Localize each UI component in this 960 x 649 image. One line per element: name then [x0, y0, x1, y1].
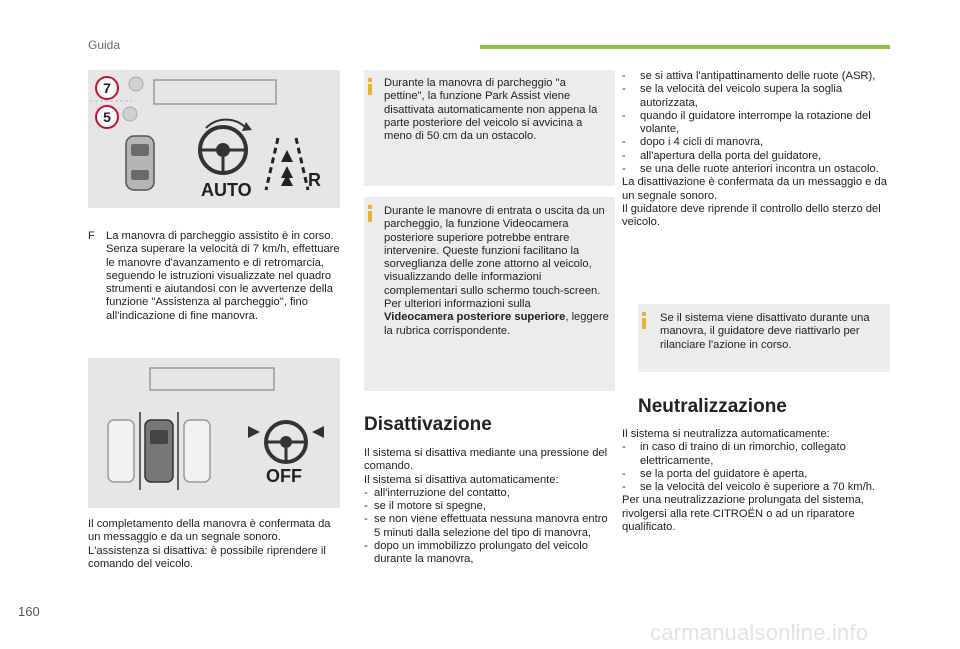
list-item: se il motore si spegne,	[374, 500, 486, 513]
section-title: Guida	[88, 38, 121, 52]
watermark: carmanualsonline.info	[650, 620, 869, 645]
step-text: La manovra di parcheggio assistito è in corso. Senza superare la velocità di 7 km/h, effettuare le manovre d'avanzamento e di retromarcia, seguendo le istruzioni visualizzate nel quadro strumenti e aiutandosi con le avvertenze della funzione "Assistenza al parcheggio", fino all'indicazione di fine manovra.	[106, 230, 340, 322]
callout-7-label: 7	[103, 80, 111, 96]
neutralizzazione-body: Il sistema si neutralizza automaticamente: - in caso di traino di un rimorchio, collegato elettricamente, - se la porta del guidatore è aperta, - se la velocità del veicolo è superiore a 70 km/h. Per una neutralizzazione prolungata del sistema, rivolgersi alla rete CITROËN o ad un riparatore qualificato.	[622, 428, 890, 534]
off-label: OFF	[266, 466, 302, 486]
list-item: all'apertura della porta del guidatore,	[640, 149, 822, 162]
parked-cars-icon	[108, 412, 210, 490]
list-item: quando il guidatore interrompe la rotazione del volante,	[640, 109, 871, 136]
info-box-camera	[364, 197, 615, 391]
info-icon	[368, 78, 372, 95]
heading-neutralizzazione: Neutralizzazione	[638, 396, 787, 417]
park-assist-auto-illustration	[88, 70, 340, 208]
info-box-reactivate	[638, 304, 890, 372]
confirm-text: La disattivazione è confermata da un messaggio e da un segnale sonoro.	[622, 176, 887, 202]
display-screen-icon	[154, 80, 276, 104]
info-box-pettine	[364, 70, 615, 186]
park-assist-off-illustration	[88, 358, 340, 508]
step-instruction	[88, 230, 340, 323]
info-icon	[642, 312, 646, 329]
steering-wheel-off-icon	[248, 422, 324, 462]
reverse-label: R	[308, 170, 321, 190]
info-icon	[368, 205, 372, 222]
info-camera-part-b: Per ulteriori informazioni sulla	[384, 298, 531, 311]
info-text-reactivate: Se il sistema viene disattivato durante una manovra, il guidatore deve riattivarlo per rilanciare l'azione in corso.	[660, 312, 870, 351]
list-item: dopo i 4 cicli di manovra,	[640, 136, 764, 149]
callout-5-label: 5	[103, 109, 111, 125]
car-top-view-icon	[126, 136, 154, 190]
display-screen-icon	[150, 368, 274, 390]
neutralizzazione-auto-intro: Il sistema si neutralizza automaticamente:	[622, 428, 830, 440]
completion-text: Il completamento della manovra è confermata da un messaggio e da un segnale sonoro. L'assistenza si disattiva: è possibile riprendere il comando del veicolo.	[88, 518, 331, 570]
figure-park-assist-off	[88, 358, 340, 508]
steering-wheel-icon	[200, 120, 252, 173]
info-camera-part-a: Durante le manovre di entrata o uscita da un parcheggio, la funzione Videocamera posteriore superiore potrebbe entrare intervenire. Queste funzioni facilitano la sorveglianza delle zone attorno al veicolo, visualizzando delle informazioni complementari sullo schermo touch-screen.	[384, 205, 605, 297]
disattivazione-continued: - se si attiva l'antipattinamento delle ruote (ASR), - se la velocità del veicolo supera la soglia autorizzata, - quando il guidatore interrompe la rotazione del volante, - dopo i 4 cicli di manovra, - all'apertura della porta del guidatore, - se una delle ruote anteriori incontra un ostacolo. La disattivazione è confermata da un messaggio e da un segnale sonoro. Il guidatore deve riprende il controllo dello sterzo del veicolo.	[622, 70, 890, 230]
info-text-pettine: Durante la manovra di parcheggio "a pettine", la funzione Park Assist viene disattivata automaticamente non appena la parte posteriore del veicolo si avvicina a meno di 50 cm da un ostacolo.	[384, 77, 598, 143]
section-accent-bar	[480, 45, 890, 49]
list-item: se la velocità del veicolo supera la soglia autorizzata,	[640, 83, 843, 109]
final-text: Per una neutralizzazione prolungata del sistema, rivolgersi alla rete CITROËN o ad un riparatore qualificato.	[622, 494, 864, 534]
disattivazione-intro: Il sistema si disattiva mediante una pressione del comando.	[364, 447, 608, 473]
list-item: dopo un immobilizzo prolungato del veicolo durante la manovra,	[374, 540, 588, 566]
list-item: se si attiva l'antipattinamento delle ruote (ASR),	[640, 70, 876, 82]
park-button-icon	[129, 77, 143, 91]
info-text-camera	[384, 205, 609, 338]
list-item: se la velocità del veicolo è superiore a 70 km/h.	[640, 481, 876, 494]
assist-button-icon	[123, 107, 137, 121]
step-icon: F	[88, 230, 95, 242]
auto-label: AUTO	[201, 180, 252, 200]
list-item: in caso di traino di un rimorchio, collegato elettricamente,	[640, 441, 846, 467]
figure-park-assist-auto	[88, 70, 340, 208]
disattivazione-body: Il sistema si disattiva mediante una pressione del comando. Il sistema si disattiva automaticamente: - all'interruzione del contatto, - se il motore si spegne, - se non viene effettuata nessuna manovra entro 5 minuti dalla selezione del tipo di manovra, - dopo un immobilizzo prolungato del veicolo durante la manovra,	[364, 447, 615, 567]
info-camera-bold: Videocamera posteriore superiore	[384, 311, 566, 324]
list-item: all'interruzione del contatto,	[374, 486, 510, 499]
list-item: se non viene effettuata nessuna manovra entro 5 minuti dalla selezione del tipo di manovra,	[374, 513, 608, 539]
steer-text: Il guidatore deve riprende il controllo dello sterzo del veicolo.	[622, 202, 881, 229]
heading-disattivazione: Disattivazione	[364, 414, 492, 435]
info-camera-part-c: , leggere la rubrica corrispondente.	[384, 311, 609, 337]
list-item: se una delle ruote anteriori incontra un ostacolo.	[640, 163, 879, 176]
reverse-arrows-icon	[266, 138, 308, 190]
page-number: 160	[18, 604, 40, 619]
list-item: se la porta del guidatore è aperta,	[640, 467, 808, 480]
disattivazione-auto-intro: Il sistema si disattiva automaticamente:	[364, 473, 559, 486]
